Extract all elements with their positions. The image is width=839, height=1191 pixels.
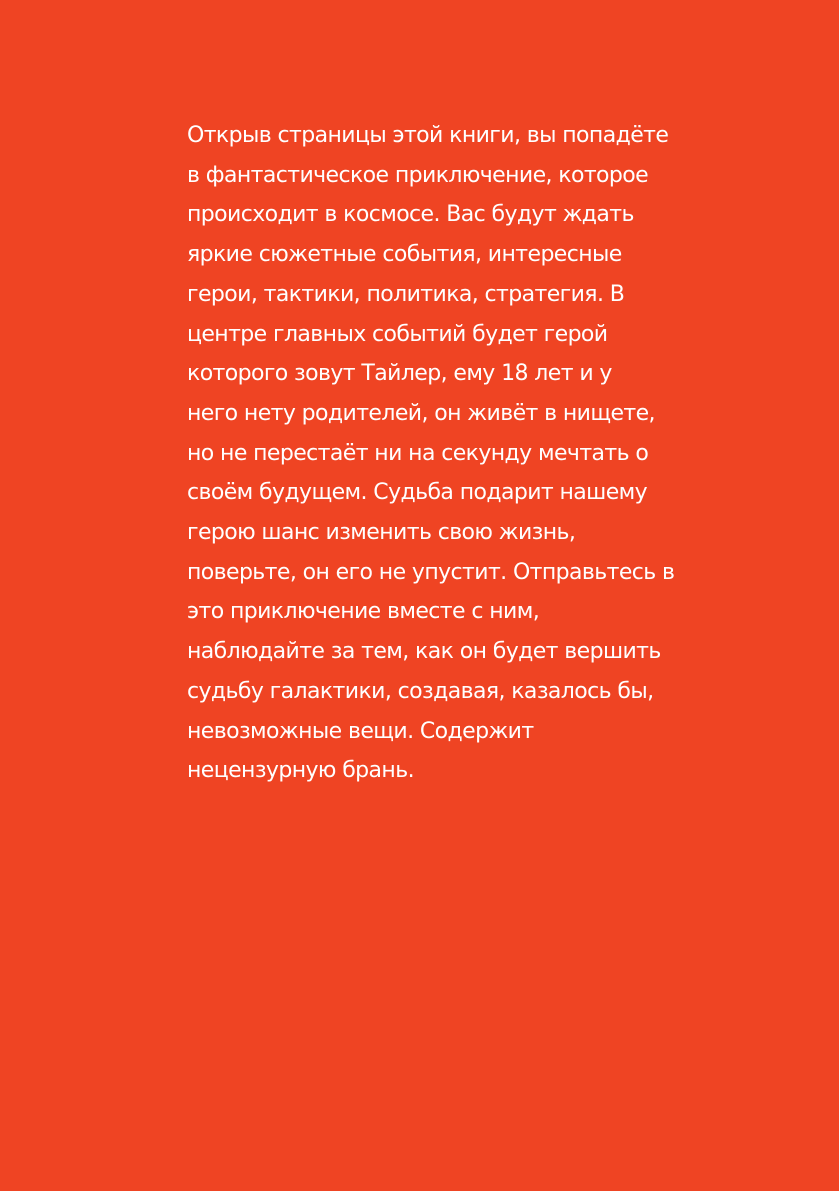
annotation-line: но не перестаёт ни на секунду мечтать о xyxy=(187,440,649,466)
annotation-line: него нету родителей, он живёт в нищете, xyxy=(187,400,655,426)
annotation-line: нецензурную брань. xyxy=(187,758,414,784)
annotation-line: которого зовут Тайлер, ему 18 лет и у xyxy=(187,361,612,387)
annotation-line: Открыв страницы этой книги, вы попадёте xyxy=(187,123,669,148)
annotation-line: это приключение вместе с ним, xyxy=(187,599,540,625)
annotation-line: герои, тактики, политика, стратегия. В xyxy=(187,281,625,307)
annotation-line: в фантастическое приключение, которое xyxy=(187,162,649,188)
book-annotation-text xyxy=(187,116,687,791)
annotation-line: происходит в космосе. Вас будут ждать xyxy=(187,202,634,228)
annotation-line: яркие сюжетные события, интересные xyxy=(187,242,622,268)
annotation-line: поверьте, он его не упустит. Отправьтесь в xyxy=(187,559,675,585)
annotation-line: герою шанс изменить свою жизнь, xyxy=(187,520,576,546)
annotation-line: судьбу галактики, создавая, казалось бы, xyxy=(187,678,654,704)
annotation-line: центре главных событий будет герой xyxy=(187,321,608,347)
annotation-line: наблюдайте за тем, как он будет вершить xyxy=(187,639,661,665)
annotation-line: невозможные вещи. Содержит xyxy=(187,718,534,744)
annotation-line: своём будущем. Судьба подарит нашему xyxy=(187,480,648,506)
